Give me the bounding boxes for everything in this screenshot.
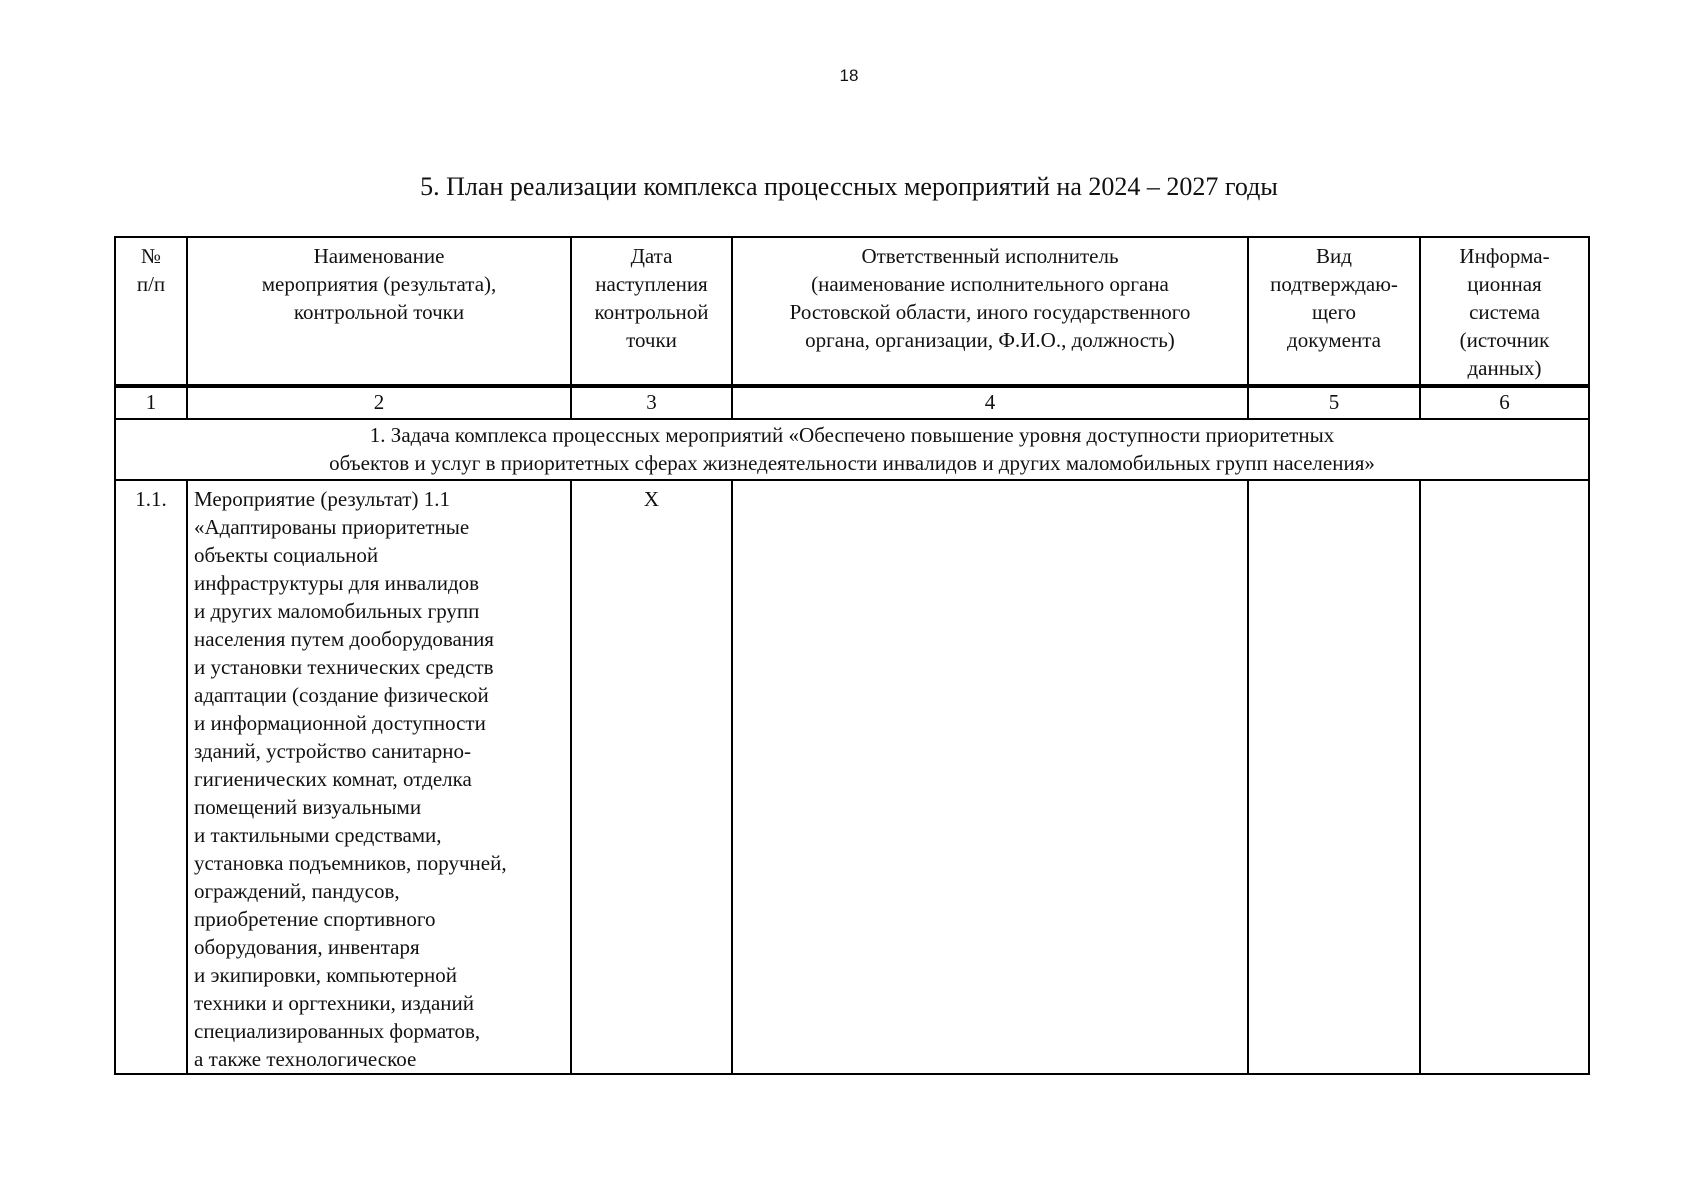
name-line: зданий, устройство санитарно- xyxy=(194,739,472,763)
name-line: ограждений, пандусов, xyxy=(194,879,400,903)
header-cell-document xyxy=(1248,237,1420,386)
name-line: и экипировки, компьютерной xyxy=(194,963,458,987)
column-number: 6 xyxy=(1420,386,1589,419)
header-line: Информа- xyxy=(1459,244,1550,268)
name-line: приобретение спортивного xyxy=(194,907,436,931)
header-line: система xyxy=(1469,300,1540,324)
header-line: (источник xyxy=(1459,328,1550,352)
column-number: 2 xyxy=(187,386,571,419)
header-line: Вид xyxy=(1316,244,1352,268)
header-line: данных) xyxy=(1467,356,1542,380)
header-cell-executor xyxy=(732,237,1248,386)
header-line: подтверждаю- xyxy=(1270,272,1398,296)
header-line: контрольной точки xyxy=(293,300,465,324)
name-line: и тактильными средствами, xyxy=(194,823,442,847)
name-line: техники и оргтехники, изданий xyxy=(194,991,475,1015)
name-line: инфраструктуры для инвалидов xyxy=(194,571,480,595)
name-line: помещений визуальными xyxy=(194,795,422,819)
name-line: установка подъемников, поручней, xyxy=(194,851,507,875)
header-line: контрольной xyxy=(594,300,709,324)
name-line: и установки технических средств xyxy=(194,655,494,679)
name-line: «Адаптированы приоритетные xyxy=(194,515,470,539)
column-number: 3 xyxy=(571,386,732,419)
header-line: щего xyxy=(1311,300,1357,324)
column-number-row xyxy=(115,386,1589,419)
column-number: 4 xyxy=(732,386,1248,419)
header-cell-name xyxy=(187,237,571,386)
name-line: гигиенических комнат, отделка xyxy=(194,767,472,791)
header-line: Наименование xyxy=(313,244,445,268)
header-line: Ростовской области, иного государственного xyxy=(789,300,1191,324)
column-number: 1 xyxy=(115,386,187,419)
page-number: 18 xyxy=(839,66,859,85)
header-line: точки xyxy=(626,328,677,352)
header-cell-source xyxy=(1420,237,1589,386)
header-line: Ответственный исполнитель xyxy=(861,244,1119,268)
name-line: и информационной доступности xyxy=(194,711,486,735)
table-header-row xyxy=(115,237,1589,386)
header-line: наступления xyxy=(595,272,708,296)
header-cell-number xyxy=(115,237,187,386)
row-number: 1.1. xyxy=(115,480,187,1074)
task-line: 1. Задача комплекса процессных мероприятий «Обеспечено повышение уровня доступности приоритетных xyxy=(369,423,1335,447)
header-line: Дата xyxy=(630,244,673,268)
name-line: а также технологическое xyxy=(194,1047,417,1071)
header-cell-date xyxy=(571,237,732,386)
task-heading xyxy=(115,419,1589,480)
task-row xyxy=(115,419,1589,480)
header-line: документа xyxy=(1287,328,1381,352)
header-line: п/п xyxy=(136,272,166,296)
name-line: объекты социальной xyxy=(194,543,379,567)
page-title: 5. План реализации комплекса процессных мероприятий на 2024 – 2027 годы xyxy=(420,172,1278,201)
header-line: органа, организации, Ф.И.О., должность) xyxy=(805,328,1175,352)
header-line: ционная xyxy=(1467,272,1542,296)
row-document xyxy=(1248,480,1420,1074)
header-line: (наименование исполнительного органа xyxy=(811,272,1169,296)
header-line: мероприятия (результата), xyxy=(261,272,497,296)
task-line: объектов и услуг в приоритетных сферах жизнедеятельности инвалидов и других маломобильных групп населения» xyxy=(329,451,1375,475)
name-line: и других маломобильных групп xyxy=(194,599,480,623)
row-source xyxy=(1420,480,1589,1074)
name-line: населения путем дооборудования xyxy=(194,627,494,651)
header-line: № xyxy=(140,244,162,268)
name-line: оборудования, инвентаря xyxy=(194,935,420,959)
name-line: Мероприятие (результат) 1.1 xyxy=(194,487,450,511)
plan-table xyxy=(114,236,1590,1075)
table-row xyxy=(115,480,1589,1074)
name-line: адаптации (создание физической xyxy=(194,683,489,707)
row-date: X xyxy=(571,480,732,1074)
row-executor xyxy=(732,480,1248,1074)
row-name xyxy=(187,480,571,1074)
name-line: специализированных форматов, xyxy=(194,1019,481,1043)
column-number: 5 xyxy=(1248,386,1420,419)
